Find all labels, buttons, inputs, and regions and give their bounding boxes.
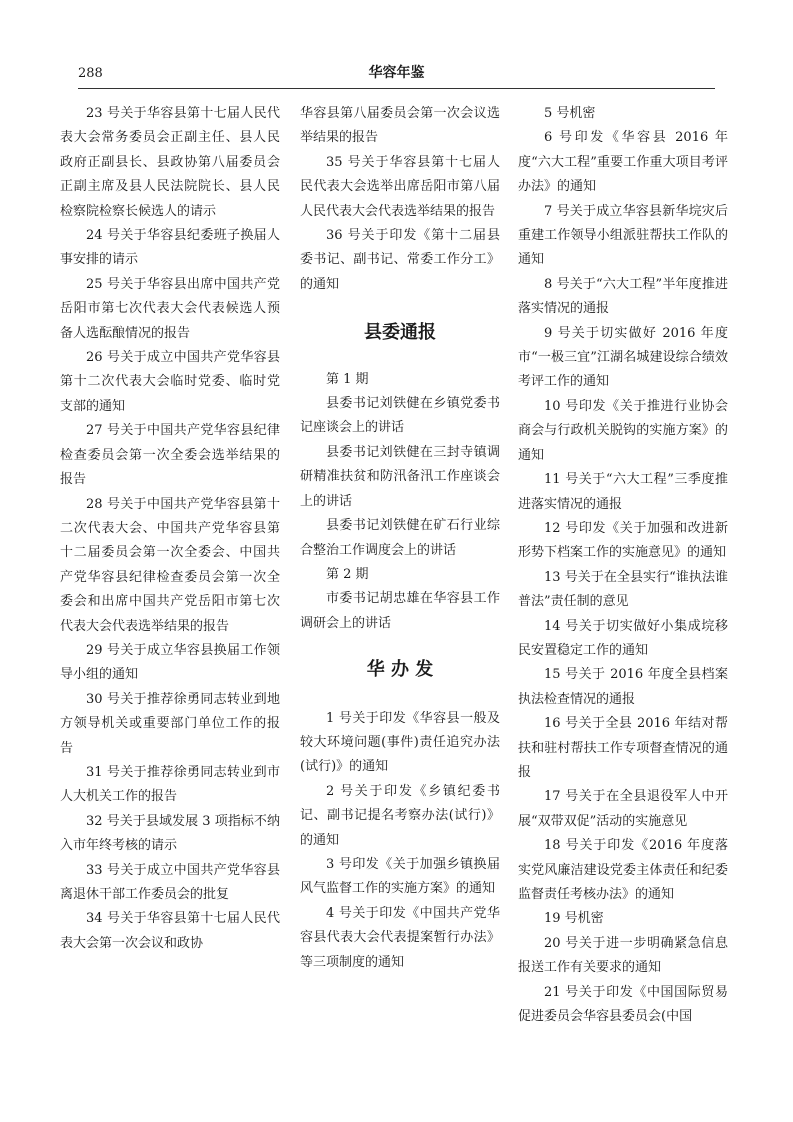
list-item: 26 号关于成立中国共产党华容县第十二次代表大会临时党委、临时党支部的通知 bbox=[60, 350, 280, 414]
list-item: 8 号关于“六大工程”半年度推进落实情况的通报 bbox=[518, 276, 728, 317]
list-item: 20 号关于进一步明确紧急信息报送工作有关要求的通知 bbox=[518, 935, 728, 976]
list-item: 县委书记刘铁健在三封寺镇调研精准扶贫和防汛备汛工作座谈会上的讲话 bbox=[300, 444, 500, 509]
list-item: 第 1 期 bbox=[326, 371, 369, 387]
list-item: 市委书记胡忠雄在华容县工作调研会上的讲话 bbox=[300, 591, 500, 631]
list-item: 13 号关于在全县实行“谁执法谁普法”责任制的意见 bbox=[518, 569, 728, 610]
list-item: 华容县第八届委员会第一次会议选举结果的报告 bbox=[300, 106, 500, 146]
page-number: 288 bbox=[78, 66, 103, 81]
list-item: 1 号关于印发《华容县一般及较大环境问题(事件)责任追究办法(试行)》的通知 bbox=[300, 710, 500, 775]
list-item: 19 号机密 bbox=[544, 911, 604, 927]
list-item: 16 号关于全县 2016 年结对帮扶和驻村帮扶工作专项督查情况的通报 bbox=[518, 716, 728, 780]
list-item: 21 号关于印发《中国国际贸易促进委员会华容县委员会(中国 bbox=[518, 984, 728, 1025]
column-middle bbox=[300, 102, 500, 975]
list-item: 23 号关于华容县第十七届人民代表大会常务委员会正副主任、县人民政府正副县长、县政协第八届委员会正副主席及县人民法院院长、县人民检察院检察长候选人的请示 bbox=[60, 106, 280, 219]
list-item: 28 号关于中国共产党华容县第十二次代表大会、中国共产党华容县第十二届委员会第一次全委会、中国共产党华容县纪律检查委员会第一次全委会和出席中国共产党岳阳市第七次代表大会代表选举结果的报告 bbox=[60, 496, 280, 634]
section-xianwei-tongbao-list bbox=[300, 368, 500, 636]
list-item: 10 号印发《关于推进行业协会商会与行政机关脱钩的实施方案》的通知 bbox=[518, 398, 728, 463]
list-item: 5 号机密 bbox=[544, 106, 596, 121]
page-header bbox=[78, 62, 715, 86]
column-middle-continuation bbox=[300, 102, 500, 297]
list-item: 29 号关于成立华容县换届工作领导小组的通知 bbox=[60, 642, 280, 683]
list-item: 县委书记刘铁健在乡镇党委书记座谈会上的讲话 bbox=[300, 396, 500, 436]
list-item: 36 号关于印发《第十二届县委书记、副书记、常委工作分工》的通知 bbox=[300, 228, 500, 292]
list-item: 7 号关于成立华容县新华垸灾后重建工作领导小组派驻帮扶工作队的通知 bbox=[518, 203, 728, 268]
column-left bbox=[60, 102, 280, 956]
list-item: 25 号关于华容县出席中国共产党岳阳市第七次代表大会代表候选人预备人选酝酿情况的报告 bbox=[60, 276, 280, 341]
list-item: 32 号关于县域发展 3 项指标不纳入市年终考核的请示 bbox=[60, 813, 280, 854]
list-item: 27 号关于中国共产党华容县纪律检查委员会第一次全委会选举结果的报告 bbox=[60, 423, 280, 488]
list-item: 15 号关于 2016 年度全县档案执法检查情况的通报 bbox=[518, 667, 728, 707]
list-item: 县委书记刘铁健在矿石行业综合整治工作调度会上的讲话 bbox=[300, 518, 500, 558]
list-item: 11 号关于“六大工程”三季度推进落实情况的通报 bbox=[518, 472, 728, 512]
book-title: 华容年鉴 bbox=[368, 65, 425, 81]
list-item: 14 号关于切实做好小集成垸移民安置稳定工作的通知 bbox=[518, 618, 728, 658]
list-item: 6 号印发《华容县 2016 年度“六大工程”重要工作重大项目考评办法》的通知 bbox=[518, 130, 728, 195]
header-rule bbox=[78, 88, 715, 89]
list-item: 3 号印发《关于加强乡镇换届风气监督工作的实施方案》的通知 bbox=[300, 856, 500, 897]
list-item: 35 号关于华容县第十七届人民代表大会选举出席岳阳市第八届人民代表大会代表选举结果的报告 bbox=[300, 154, 500, 219]
list-item: 2 号关于印发《乡镇纪委书记、副书记提名考察办法(试行)》的通知 bbox=[300, 783, 500, 848]
section-title-xianwei-tongbao: 县委通报 bbox=[364, 322, 436, 344]
column-right bbox=[518, 102, 728, 1029]
list-item: 第 2 期 bbox=[326, 566, 369, 582]
list-item: 33 号关于成立中国共产党华容县离退休干部工作委员会的批复 bbox=[60, 862, 280, 902]
list-item: 34 号关于华容县第十七届人民代表大会第一次会议和政协 bbox=[60, 911, 280, 951]
section-huabanfa-list bbox=[300, 707, 500, 975]
list-item: 9 号关于切实做好 2016 年度市“一极三宜”江湖名城建设综合绩效考评工作的通知 bbox=[518, 325, 728, 390]
list-item: 17 号关于在全县退役军人中开展“双带双促”活动的实施意见 bbox=[518, 789, 728, 829]
section-title-huabanfa: 华 办 发 bbox=[366, 659, 434, 681]
list-item: 18 号关于印发《2016 年度落实党风廉洁建设党委主体责任和纪委监督责任考核办法》的通知 bbox=[518, 838, 728, 902]
list-item: 4 号关于印发《中国共产党华容县代表大会代表提案暂行办法》等三项制度的通知 bbox=[300, 905, 500, 970]
list-item: 30 号关于推荐徐勇同志转业到地方领导机关或重要部门单位工作的报告 bbox=[60, 691, 280, 756]
list-item: 31 号关于推荐徐勇同志转业到市人大机关工作的报告 bbox=[60, 764, 280, 805]
list-item: 24 号关于华容县纪委班子换届人事安排的请示 bbox=[60, 228, 280, 268]
list-item: 12 号印发《关于加强和改进新形势下档案工作的实施意见》的通知 bbox=[518, 520, 728, 561]
